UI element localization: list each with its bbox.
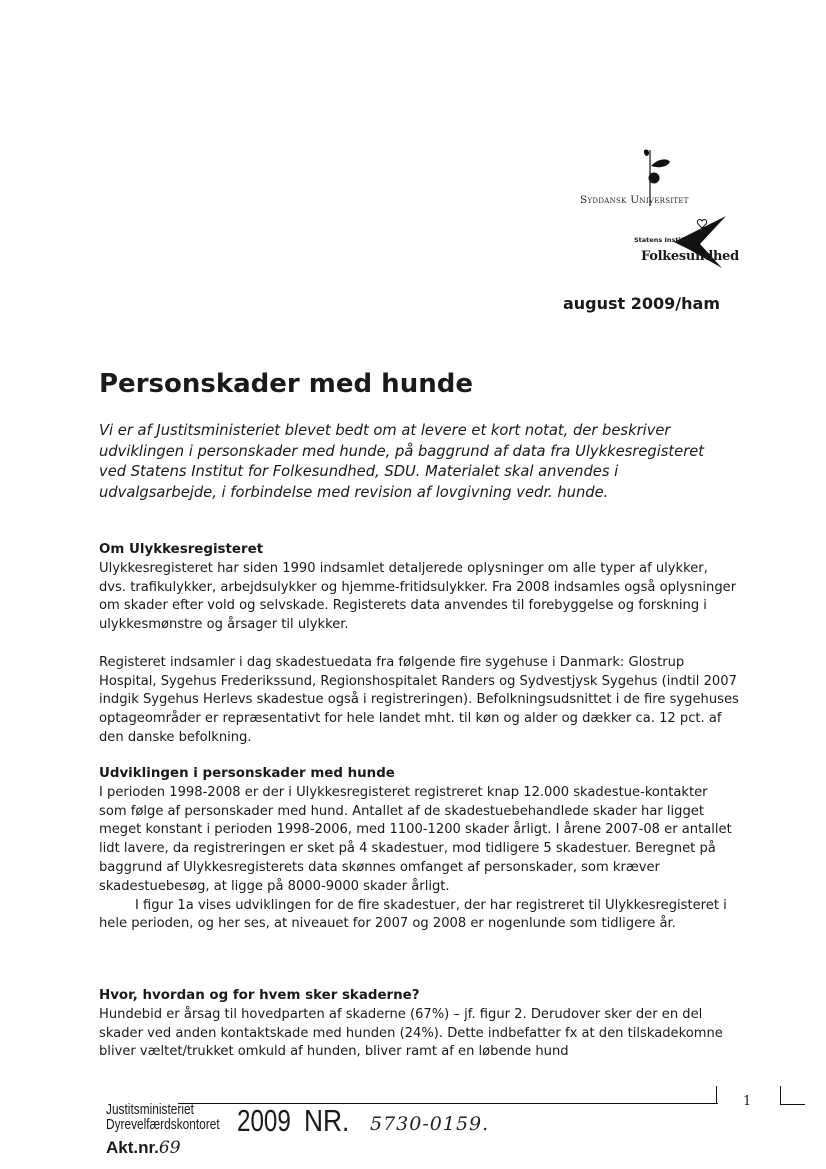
- date-line: august 2009/ham: [562, 294, 720, 313]
- stamp-office: Dyrevelfærdskontoret: [106, 1117, 220, 1133]
- footer-rule-corner: [780, 1086, 805, 1105]
- stamp-year: 2009: [237, 1103, 291, 1138]
- page-number: 1: [743, 1094, 752, 1109]
- stamp-nr-label: NR.: [304, 1103, 350, 1138]
- document-title: Personskader med hunde: [99, 369, 473, 399]
- stamp-akt: [106, 1138, 181, 1158]
- footer-rule-tick: [716, 1086, 717, 1104]
- section-udviklingen: [99, 765, 739, 934]
- section-hvor-hvordan: [99, 987, 739, 1062]
- section-paragraph: I perioden 1998-2008 er der i Ulykkesregisteret registreret knap 12.000 skadestue-kontakter som følge af personskader med hund. Antallet af de skadestuebehandlede skader har ligget meget konstant i perioden 1998-2006, med 1100-1200 skader årligt. I årene 2007-08 er antallet lidt lavere, da registreringen er sket på 4 skadestuer, mod tidligere 5 skadestuer. Beregnet på baggrund af Ulykkesregisterets data skønnes omfanget af personskader, som kræver skadestuebesøg, at ligge på 8000-9000 skader årligt.: [99, 784, 732, 894]
- section-paragraph: Ulykkesregisteret har siden 1990 indsamlet detaljerede oplysninger om alle typer af ulykker, dvs. trafikulykker, arbejdsulykker og hjemme-fritidsulykker. Fra 2008 indsamles også oplysninger om skader efter vold og selvskade. Registerets data anvendes til forebyggelse og forskning i ulykkesmønstre og årsager til ulykker.: [99, 560, 737, 633]
- stamp-akt-value: 69: [158, 1138, 181, 1158]
- section-heading: Om Ulykkesregisteret: [99, 542, 264, 557]
- section-heading: Hvor, hvordan og for hvem sker skaderne?: [99, 988, 420, 1003]
- stamp-case-number: 5730-0159.: [370, 1113, 490, 1135]
- section-om-ulykkesregisteret: [99, 541, 739, 748]
- section-heading: Udviklingen i personskader med hunde: [99, 766, 395, 781]
- intro-paragraph: Vi er af Justitsministeriet blevet bedt om at levere et kort notat, der beskriver udviklingen i personskader med hunde, på baggrund af data fra Ulykkesregisteret ved Statens Institut for Folkesundhed, SDU. Materialet skal anvendes i udvalgsarbejde, i forbindelse med revision af lovgivning vedr. hunde.: [99, 422, 705, 501]
- sif-name-small: Statens Institut: [634, 236, 692, 244]
- sif-name-large: Folkesundhed: [641, 249, 739, 264]
- office-stamp: [106, 1103, 220, 1133]
- section-paragraph: Registeret indsamler i dag skadestuedata fra følgende fire sygehuse i Danmark: Glostrup Hospital, Sygehus Frederikssund, Regionshospitalet Randers og Sydvestjysk Sygehus (indtil 2007 indgik Sygehus Herlevs skadestue også i registreringen). Befolkningsudsnittet i de fire sygehuses optageområder er repræsentativt for hele landet mht. til køn og alder og dækker ca. 12 pct. af den danske befolkning.: [99, 654, 739, 745]
- sdu-name: Syddansk Universitet: [580, 194, 689, 206]
- stamp-akt-label: Akt.nr.: [106, 1138, 159, 1157]
- stamp-ministry: Justitsministeriet: [106, 1102, 194, 1118]
- section-paragraph: Hundebid er årsag til hovedparten af skaderne (67%) – jf. figur 2. Derudover sker der en del skader ved anden kontaktskade med hunden (24%). Dette indbefatter fx at den tilskadekomne bliver væltet/trukket omkuld af hunden, bliver ramt af en løbende hund: [99, 1006, 723, 1060]
- section-paragraph: I figur 1a vises udviklingen for de fire skadestuer, der har registreret til Ulykkesregisteret i hele perioden, og her ses, at niveauet for 2007 og 2008 er nogenlunde som tidligere år.: [99, 897, 727, 932]
